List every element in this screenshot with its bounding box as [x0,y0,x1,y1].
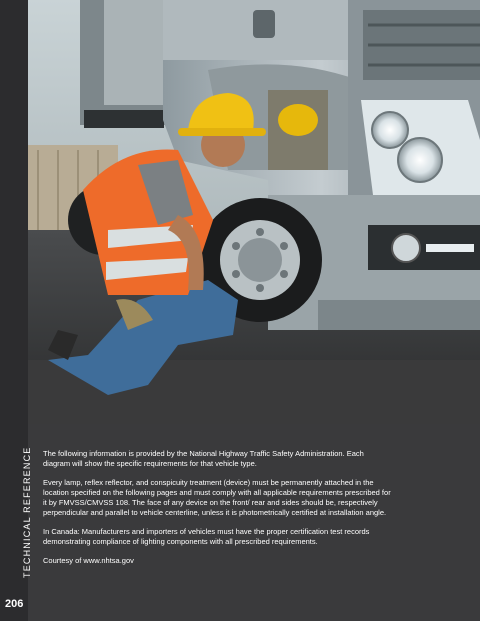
hero-photo [28,0,480,424]
requirements-paragraph: Every lamp, reflex reflector, and conspicuity treatment (device) must be permanently attached in the location specified on the following pages and must comply with all applicable requirements prescribed for it by FMVSS/CMVSS 108. The face of any device on the front/ rear and sides should be, respectively perpendicular and parallel to vehicle centerline, unless it is photometrically certified at installation angle. [43,478,391,517]
page-number: 206 [5,598,24,610]
intro-paragraph: The following information is provided by the National Highway Traffic Safety Administration. Each diagram will show the specific requirements for that vehicle type. [43,449,364,468]
sidebar [0,0,32,621]
courtesy-line: Courtesy of www.nhtsa.gov [43,556,134,565]
body-text [43,449,393,575]
mechanic-truck-illustration [28,0,480,424]
section-label: TECHNICAL REFERENCE [22,446,32,578]
canada-paragraph: In Canada: Manufacturers and importers of vehicles must have the proper certification test records demonstrating compliance of lighting components with all prescribed requirements. [43,527,370,546]
